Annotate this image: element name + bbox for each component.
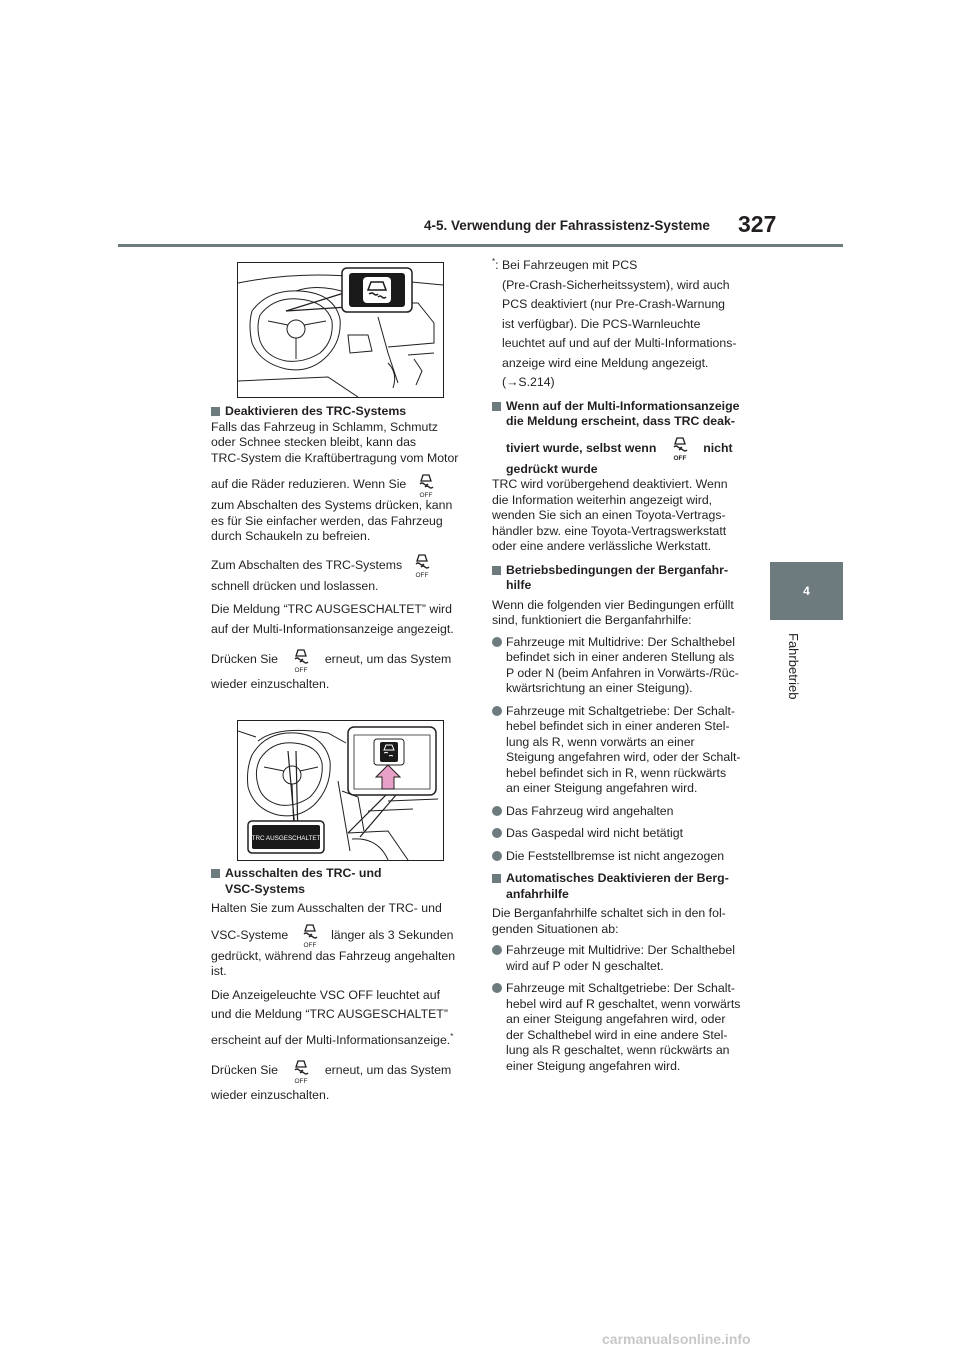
text-line [211,1029,471,1049]
list-item-line: wird auf P oder N geschaltet. [506,958,664,973]
footnote [492,254,754,274]
text-fragment: Zum Abschalten des TRC-Systems [211,557,403,572]
list-item-line: Fahrzeuge mit Schaltgetriebe: Der Schalt- [506,981,735,996]
text-line-with-icon [211,645,471,673]
list-item-line: hebel befindet sich in R, wenn rückwärts [506,765,727,780]
traction-control-off-icon [291,1058,311,1084]
text-fragment: erneut, um das System [324,652,452,666]
text-fragment: Drücken Sie [211,1063,278,1078]
figure-dashboard-trc-indicator [237,262,444,398]
list-item-line: hebel wird auf R geschaltet, wenn vorwärts [506,996,741,1011]
heading-line: die Meldung erscheint, dass TRC deak- [506,414,735,429]
text-line: TRC-System die Kraftübertragung vom Motor [211,450,459,465]
heading-fragment: tiviert wurde, selbst wenn [506,440,657,455]
text-line-with-icon [211,551,471,579]
icon-off-label: OFF [303,942,317,949]
list-item [492,826,754,842]
list-item-line: lung als R, wenn vorwärts an einer [506,734,695,749]
text-line: wieder einzuschalten. [211,677,330,691]
text-line: ist verfügbar). Die PCS-Warnleuchte [502,316,701,331]
text-line: (Pre-Crash-Sicherheitssystem), wird auch [502,277,730,292]
header-rule [118,244,843,247]
list-item-line: befindet sich in einer anderen Stellung als [506,650,735,665]
list-item [492,981,754,1074]
icon-off-label: OFF [415,572,429,579]
list-item [492,704,754,797]
icon-off-label: OFF [419,491,433,498]
text-line: genden Situationen ab: [492,921,619,936]
traction-control-off-icon [412,552,432,578]
chapter-number: 4 [803,584,810,598]
text-line: PCS deaktiviert (nur Pre-Crash-Warnung [502,297,726,312]
list-item-line: an einer Steigung angefahren wird. [506,781,698,796]
heading-line: Automatisches Deaktivieren der Berg- [506,871,729,886]
text-line: sind, funktioniert die Berganfahrhilfe: [492,613,692,628]
text-line: Die Berganfahrhilfe schaltet sich in den fol- [492,906,726,921]
text-line: leuchtet auf und auf der Multi-Informations- [502,336,737,351]
text-line: wenden Sie sich an einen Toyota-Vertrags- [492,508,726,523]
traction-control-off-icon [291,647,311,673]
footnote-mark: * [450,1031,454,1041]
text-line: ist. [211,964,227,978]
heading-switch-off-trc-vsc [211,866,471,897]
heading-line: gedrückt wurde [506,461,598,476]
text-line: Falls das Fahrzeug in Schlamm, Schmutz [211,419,438,434]
list-item-line: Steigung angefahren wird, oder der Schalt- [506,750,741,765]
chapter-tab[interactable] [770,562,843,620]
text-line: auf der Multi-Informationsanzeige angezeigt. [211,621,454,636]
heading-line: VSC-Systems [225,881,305,896]
chapter-label-text: Fahrbetrieb [786,633,801,700]
list-item-line: einer Steigung angefahren wird. [506,1058,681,1073]
left-column-section-1 [211,404,471,693]
text-line: händler bzw. eine Toyota-Vertragswerkstatt [492,523,727,538]
right-column [492,254,754,1081]
list-item-line: Das Gaspedal wird nicht betätigt [506,826,684,841]
console-illustration [238,721,443,860]
text-line: es für Sie einfacher werden, das Fahrzeug [211,513,443,528]
left-column-section-2 [211,866,471,1104]
text-line: Halten Sie zum Ausschalten der TRC- und [211,901,442,915]
list-item-line: hebel befindet sich in einer anderen Stel- [506,719,730,734]
chapter-label [783,633,805,723]
section-title: 4-5. Verwendung der Fahrassistenz-Systeme [424,218,710,233]
text-fragment: VSC-Systeme [211,927,289,942]
text-fragment: auf die Räder reduzieren. Wenn Sie [211,477,407,491]
page-number: 327 [738,211,777,237]
text-fragment: Drücken Sie [211,652,278,666]
heading-line-with-icon [492,434,754,462]
list-item-line: Fahrzeuge mit Schaltgetriebe: Der Schalt- [506,703,735,718]
list-item [492,943,754,974]
text-line: oder eine andere verlässliche Werkstatt. [492,539,712,554]
text-fragment: länger als 3 Sekunden [331,927,454,942]
deactivation-list [492,943,754,1074]
heading-deactivate-trc: Deaktivieren des TRC-Systems [211,404,471,420]
heading-line: hilfe [506,578,532,593]
text-line: und die Meldung “TRC AUSGESCHALTET” [211,1007,448,1021]
text-line: durch Schaukeln zu befreien. [211,529,371,543]
list-item-line: kwärtsrichtung an einer Steigung). [506,681,693,696]
text-line: oder Schnee stecken bleibt, kann das [211,435,417,449]
list-item [492,804,754,820]
text-line: TRC wird vorübergehend deaktiviert. Wenn [492,477,728,492]
list-item [492,849,754,865]
list-item [492,635,754,697]
watermark: carmanualsonline.info [602,1331,751,1347]
text-line-with-icon [211,470,471,498]
heading-line: anfahrhilfe [506,886,569,901]
heading-fragment: nicht [703,440,733,455]
heading-line: Betriebsbedingungen der Berganfahr- [506,562,729,577]
text-fragment: erscheint auf der Multi-Informationsanzeige. [211,1032,451,1047]
list-item-line: Fahrzeuge mit Multidrive: Der Schalthebel [506,943,735,958]
list-item-line: Das Fahrzeug wird angehalten [506,803,674,818]
icon-off-label: OFF [294,1077,308,1084]
text-line: Die Anzeigeleuchte VSC OFF leuchtet auf [211,987,440,1002]
dashboard-illustration [238,263,443,397]
text-line: anzeige wird eine Meldung angezeigt. [502,355,709,370]
text-line: zum Abschalten des Systems drücken, kann [211,498,453,512]
heading-trc-message-without-press [492,399,754,430]
text-line: die Information weiterhin angezeigt wird, [492,492,713,507]
text-line: wieder einzuschalten. [211,1088,330,1103]
text-line: gedrückt, während das Fahrzeug angehalten [211,948,456,963]
traction-control-off-icon [300,922,320,948]
heading-hill-start-conditions [492,563,754,594]
heading-line: Ausschalten des TRC- und [225,866,382,880]
list-item-line: P oder N (beim Anfahren in Vorwärts-/Rüc- [506,665,739,680]
footnote-mark: * [492,257,496,266]
display-trc-off-message: TRC AUSGESCHALTET [251,835,321,842]
page-reference-link[interactable]: (→S.214) [502,375,555,390]
list-item-line: lung als R geschaltet, wenn rückwärts an [506,1043,730,1058]
icon-off-label: OFF [673,455,687,462]
list-item-line: Fahrzeuge mit Multidrive: Der Schalthebel [506,634,735,649]
text-line: Die Meldung “TRC AUSGESCHALTET” wird [211,602,452,616]
text-line: Wenn die folgenden vier Bedingungen erfüllt [492,597,734,612]
text-line: schnell drücken und loslassen. [211,578,379,593]
heading-line: Wenn auf der Multi-Informationsanzeige [506,398,740,413]
figure-console-trc-button [237,720,444,861]
traction-control-off-icon [670,435,690,461]
list-item-line: an einer Steigung angefahren wird, oder [506,1012,726,1027]
list-item-line: der Schalthebel wird in eine andere Stel- [506,1027,728,1042]
list-item-line: Die Feststellbremse ist nicht angezogen [506,848,725,863]
condition-list [492,635,754,865]
text-line-with-icon [211,921,471,949]
icon-off-label: OFF [294,666,308,673]
text-line-with-icon [211,1056,471,1084]
heading-hill-start-auto-deactivation [492,871,754,902]
text-fragment: : Bei Fahrzeugen mit PCS [495,258,638,273]
traction-control-off-icon [416,472,436,498]
footnote-body [492,274,754,391]
text-fragment: erneut, um das System [324,1063,452,1078]
